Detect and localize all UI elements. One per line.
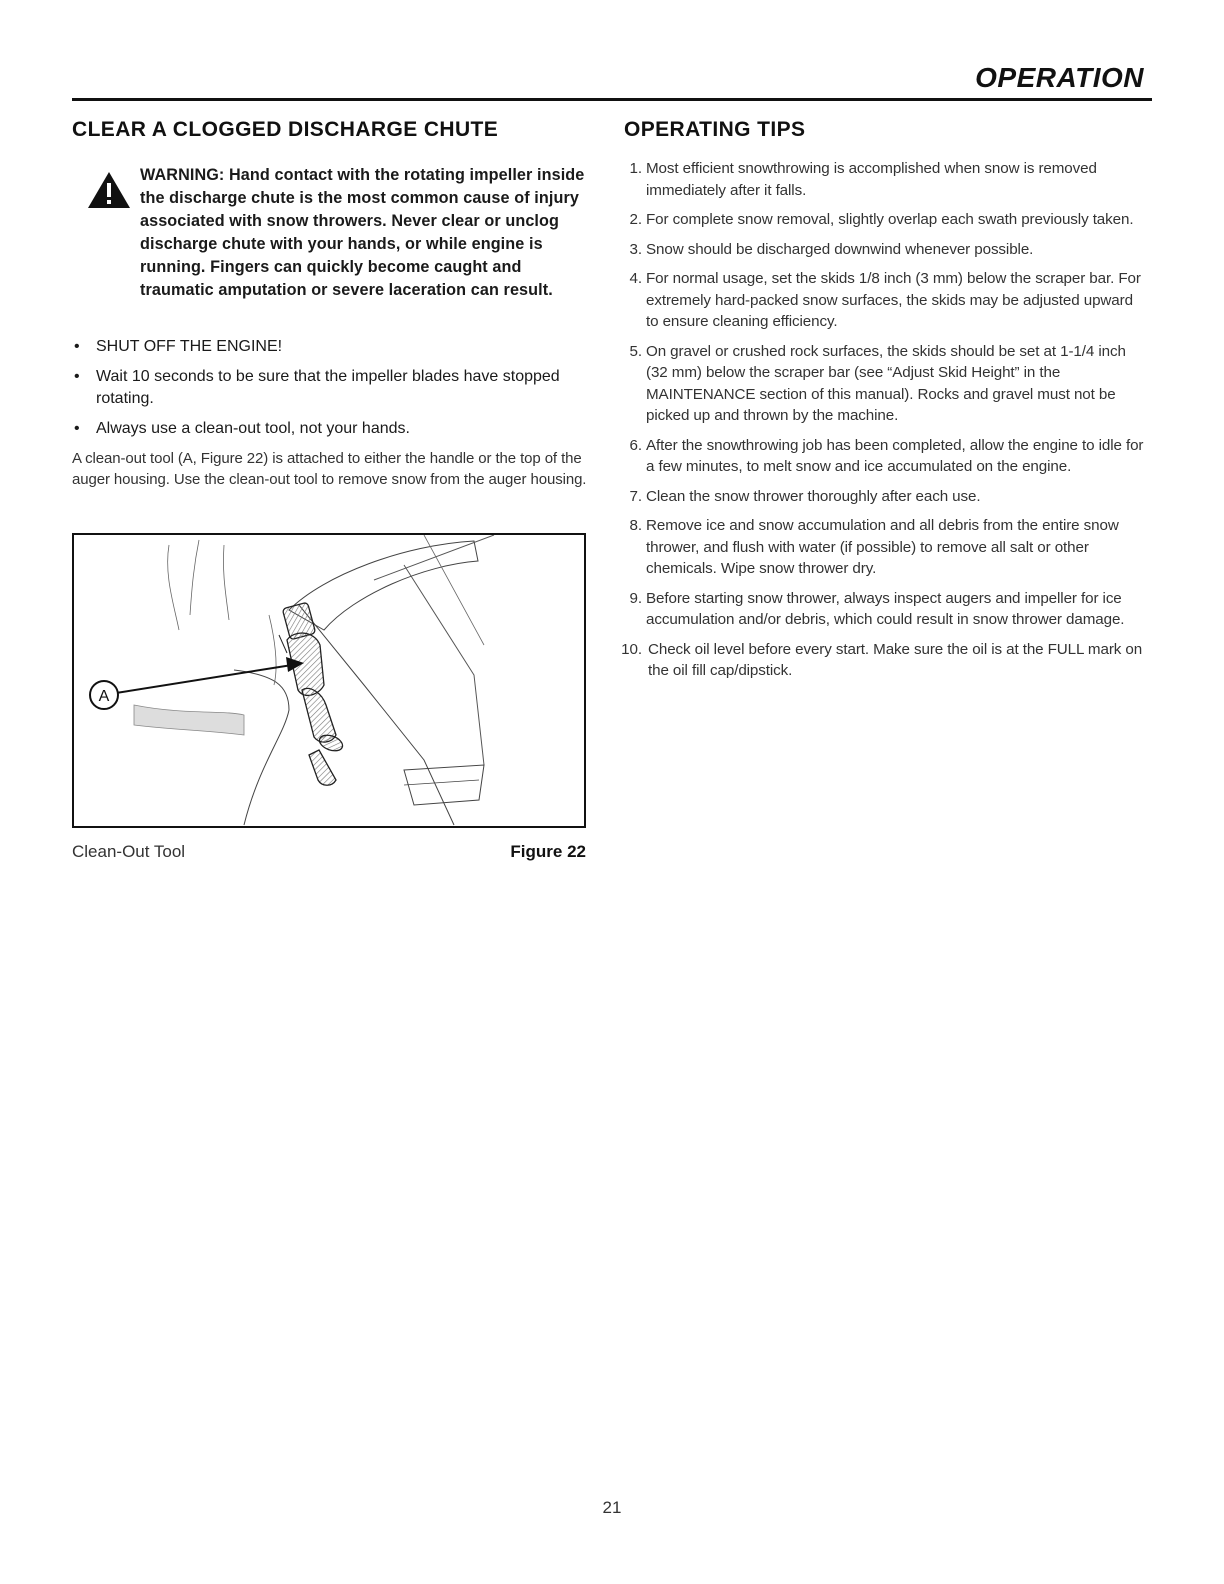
tip-text: Check oil level before every start. Make sure the oil is at the FULL mark on the oil fill cap/dipstick. (648, 640, 1143, 679)
tip-number: 5. (629, 342, 642, 360)
operating-tips-list (621, 158, 1144, 682)
right-column (621, 118, 1144, 690)
warning-text: WARNING: Hand contact with the rotating impeller inside the discharge chute is the most common cause of injury associated with snow throwers. Never clear or unclog discharge chute with your hands, or while engine is running. Fingers can quickly become caught and traumatic amputation or severe laceration can result. (140, 166, 585, 299)
list-item: • Wait 10 seconds to be sure that the impeller blades have stopped rotating. (72, 366, 588, 410)
list-item (624, 486, 1144, 508)
figure-number: Figure 22 (510, 842, 586, 861)
list-item (624, 239, 1144, 261)
tip-text: On gravel or crushed rock surfaces, the skids should be set at 1-1/4 inch (32 mm) below the scraper bar (see “Adjust Skid Height” in the MAINTENANCE section of this manual). Rocks and gravel must not be picked up and thrown by the machine. (646, 342, 1126, 424)
warning-block (72, 164, 588, 302)
section-title: OPERATION (975, 62, 1144, 93)
clean-out-tool-illustration (74, 535, 584, 826)
tip-number: 7. (629, 487, 642, 505)
list-item (624, 158, 1144, 201)
list-item (624, 588, 1144, 631)
left-column (72, 118, 588, 490)
list-item (624, 515, 1144, 580)
tip-text: Before starting snow thrower, always inspect augers and impeller for ice accumulation and/or debris, which could result in snow thrower damage. (646, 589, 1125, 628)
page-number: 21 (602, 1498, 622, 1517)
tip-text: After the snowthrowing job has been completed, allow the engine to idle for a few minutes, to melt snow and ice accumulated on the engine. (646, 436, 1144, 475)
operating-tips-heading: OPERATING TIPS (624, 118, 806, 141)
tip-number: 3. (629, 240, 642, 258)
warning-icon (86, 170, 132, 210)
tip-number: 10. (621, 640, 642, 658)
tip-text: For complete snow removal, slightly overlap each swath previously taken. (646, 211, 1134, 228)
callout-label-a: A (98, 688, 110, 705)
tip-number: 1. (629, 160, 642, 177)
tip-text: For normal usage, set the skids 1/8 inch (3 mm) below the scraper bar. For extremely hard-packed snow surfaces, the skids may be adjusted upward to ensure cleaning efficiency. (646, 270, 1141, 330)
header-divider (72, 98, 1152, 101)
figure-22-illustration (72, 533, 586, 828)
list-item (621, 639, 1144, 682)
list-item (624, 209, 1144, 231)
list-item: • SHUT OFF THE ENGINE! (72, 336, 588, 358)
figure-caption: Clean-Out Tool (72, 842, 186, 861)
tip-text: Most efficient snowthrowing is accomplished when snow is removed immediately after it falls. (646, 160, 1097, 199)
tip-number: 8. (629, 517, 642, 534)
clogged-chute-heading: CLEAR A CLOGGED DISCHARGE CHUTE (72, 118, 499, 141)
figure-caption-row (72, 842, 586, 862)
tip-text: Remove ice and snow accumulation and all debris from the entire snow thrower, and flush with water (if possible) to remove all salt or other chemicals. Wipe snow thrower dry. (646, 517, 1119, 577)
list-item: • Always use a clean-out tool, not your hands. (72, 418, 588, 440)
tip-number: 4. (629, 270, 642, 287)
list-item (624, 435, 1144, 478)
tip-text: Snow should be discharged downwind whenever possible. (646, 240, 1034, 258)
list-item (624, 341, 1144, 427)
clean-out-paragraph: A clean-out tool (A, Figure 22) is attached to either the handle or the top of the auger housing. Use the clean-out tool to remove snow from the auger housing. (72, 450, 587, 488)
tip-number: 9. (629, 589, 642, 607)
tip-number: 6. (629, 436, 642, 454)
safety-bullets (72, 336, 588, 440)
tip-number: 2. (629, 211, 642, 228)
list-item (624, 268, 1144, 333)
tip-text: Clean the snow thrower thoroughly after each use. (646, 487, 981, 505)
